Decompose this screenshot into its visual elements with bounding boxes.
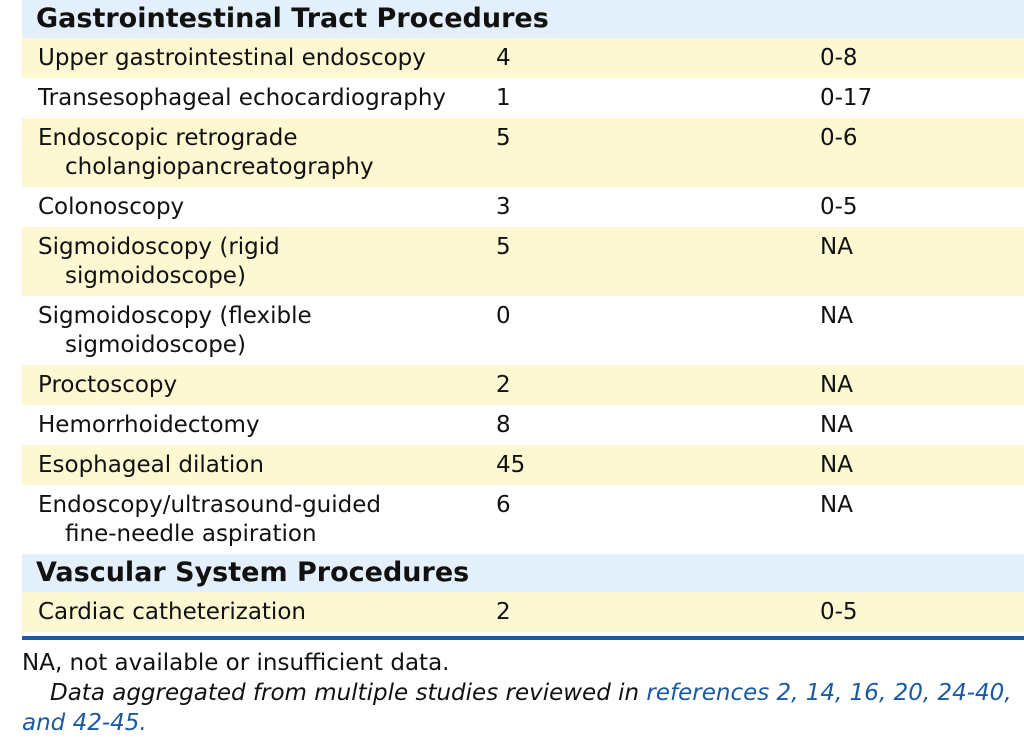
range-cell: NA <box>820 234 853 260</box>
range-cell: 0-6 <box>820 125 858 151</box>
procedure-cell <box>22 371 496 405</box>
table-row <box>22 592 1024 632</box>
procedure-name-line: Cardiac catheterization <box>38 599 306 625</box>
range-cell: 0-5 <box>820 599 858 625</box>
procedure-name-line: Hemorrhoidectomy <box>38 412 260 438</box>
procedure-cell <box>22 598 496 632</box>
procedure-cell <box>22 302 496 365</box>
value-cell: 2 <box>496 372 511 398</box>
value-cell: 4 <box>496 45 511 71</box>
procedure-cell <box>22 84 496 118</box>
procedure-name-line: Upper gastrointestinal endoscopy <box>38 45 426 71</box>
footnote-source-suffix: . <box>139 710 147 736</box>
table-row <box>22 445 1024 485</box>
footnote-source <box>22 678 1022 738</box>
range-cell: 0-5 <box>820 194 858 220</box>
procedure-name-line: Endoscopy/ultrasound-guided <box>38 492 382 518</box>
procedure-cell <box>22 451 496 485</box>
range-cell: NA <box>820 492 853 518</box>
table-row <box>22 187 1024 227</box>
section-header: Vascular System Procedures <box>22 554 1024 592</box>
range-cell: 0-17 <box>820 85 873 111</box>
range-cell: NA <box>820 412 853 438</box>
procedure-name-line: sigmoidoscope) <box>65 332 246 358</box>
value-cell: 6 <box>496 492 511 518</box>
value-cell: 0 <box>496 303 511 329</box>
procedure-cell <box>22 193 496 227</box>
value-cell: 45 <box>496 452 526 478</box>
section-header: Gastrointestinal Tract Procedures <box>22 0 1024 38</box>
range-cell: 0-8 <box>820 45 858 71</box>
table-row <box>22 118 1024 187</box>
references-link[interactable]: references 2, 14, 16, 20, 24-40, and 42-45 <box>22 680 1012 736</box>
procedure-name-line: Proctoscopy <box>38 372 178 398</box>
table-row <box>22 365 1024 405</box>
table-bottom-rule <box>22 636 1024 640</box>
procedure-name-line: sigmoidoscope) <box>65 263 246 289</box>
table-row <box>22 485 1024 554</box>
procedure-cell <box>22 44 496 78</box>
procedure-name-line: fine-needle aspiration <box>65 521 317 547</box>
range-cell: NA <box>820 303 853 329</box>
procedure-cell <box>22 124 496 187</box>
procedure-name-line: Endoscopic retrograde <box>38 125 298 151</box>
value-cell: 3 <box>496 194 511 220</box>
range-cell: NA <box>820 372 853 398</box>
value-cell: 8 <box>496 412 511 438</box>
procedure-name-line: Transesophageal echocardiography <box>38 85 447 111</box>
procedure-name-line: Sigmoidoscopy (flexible <box>38 303 312 329</box>
footnote-abbreviation: NA, not available or insufficient data. <box>22 650 450 676</box>
table-row <box>22 296 1024 365</box>
value-cell: 5 <box>496 234 511 260</box>
procedure-cell <box>22 233 496 296</box>
footnote-source-prefix: Data aggregated from multiple studies reviewed in <box>50 680 647 706</box>
value-cell: 1 <box>496 85 511 111</box>
range-cell: NA <box>820 452 853 478</box>
procedure-name-line: Esophageal dilation <box>38 452 264 478</box>
table-row <box>22 405 1024 445</box>
procedure-name-line: Colonoscopy <box>38 194 185 220</box>
value-cell: 2 <box>496 599 511 625</box>
table-row <box>22 78 1024 118</box>
value-cell: 5 <box>496 125 511 151</box>
procedure-cell <box>22 491 496 554</box>
table-footnote <box>22 648 1022 738</box>
table-row <box>22 38 1024 78</box>
table-row <box>22 227 1024 296</box>
procedures-table <box>22 0 1024 632</box>
procedure-cell <box>22 411 496 445</box>
procedure-name-line: Sigmoidoscopy (rigid <box>38 234 280 260</box>
procedure-name-line: cholangiopancreatography <box>65 154 374 180</box>
